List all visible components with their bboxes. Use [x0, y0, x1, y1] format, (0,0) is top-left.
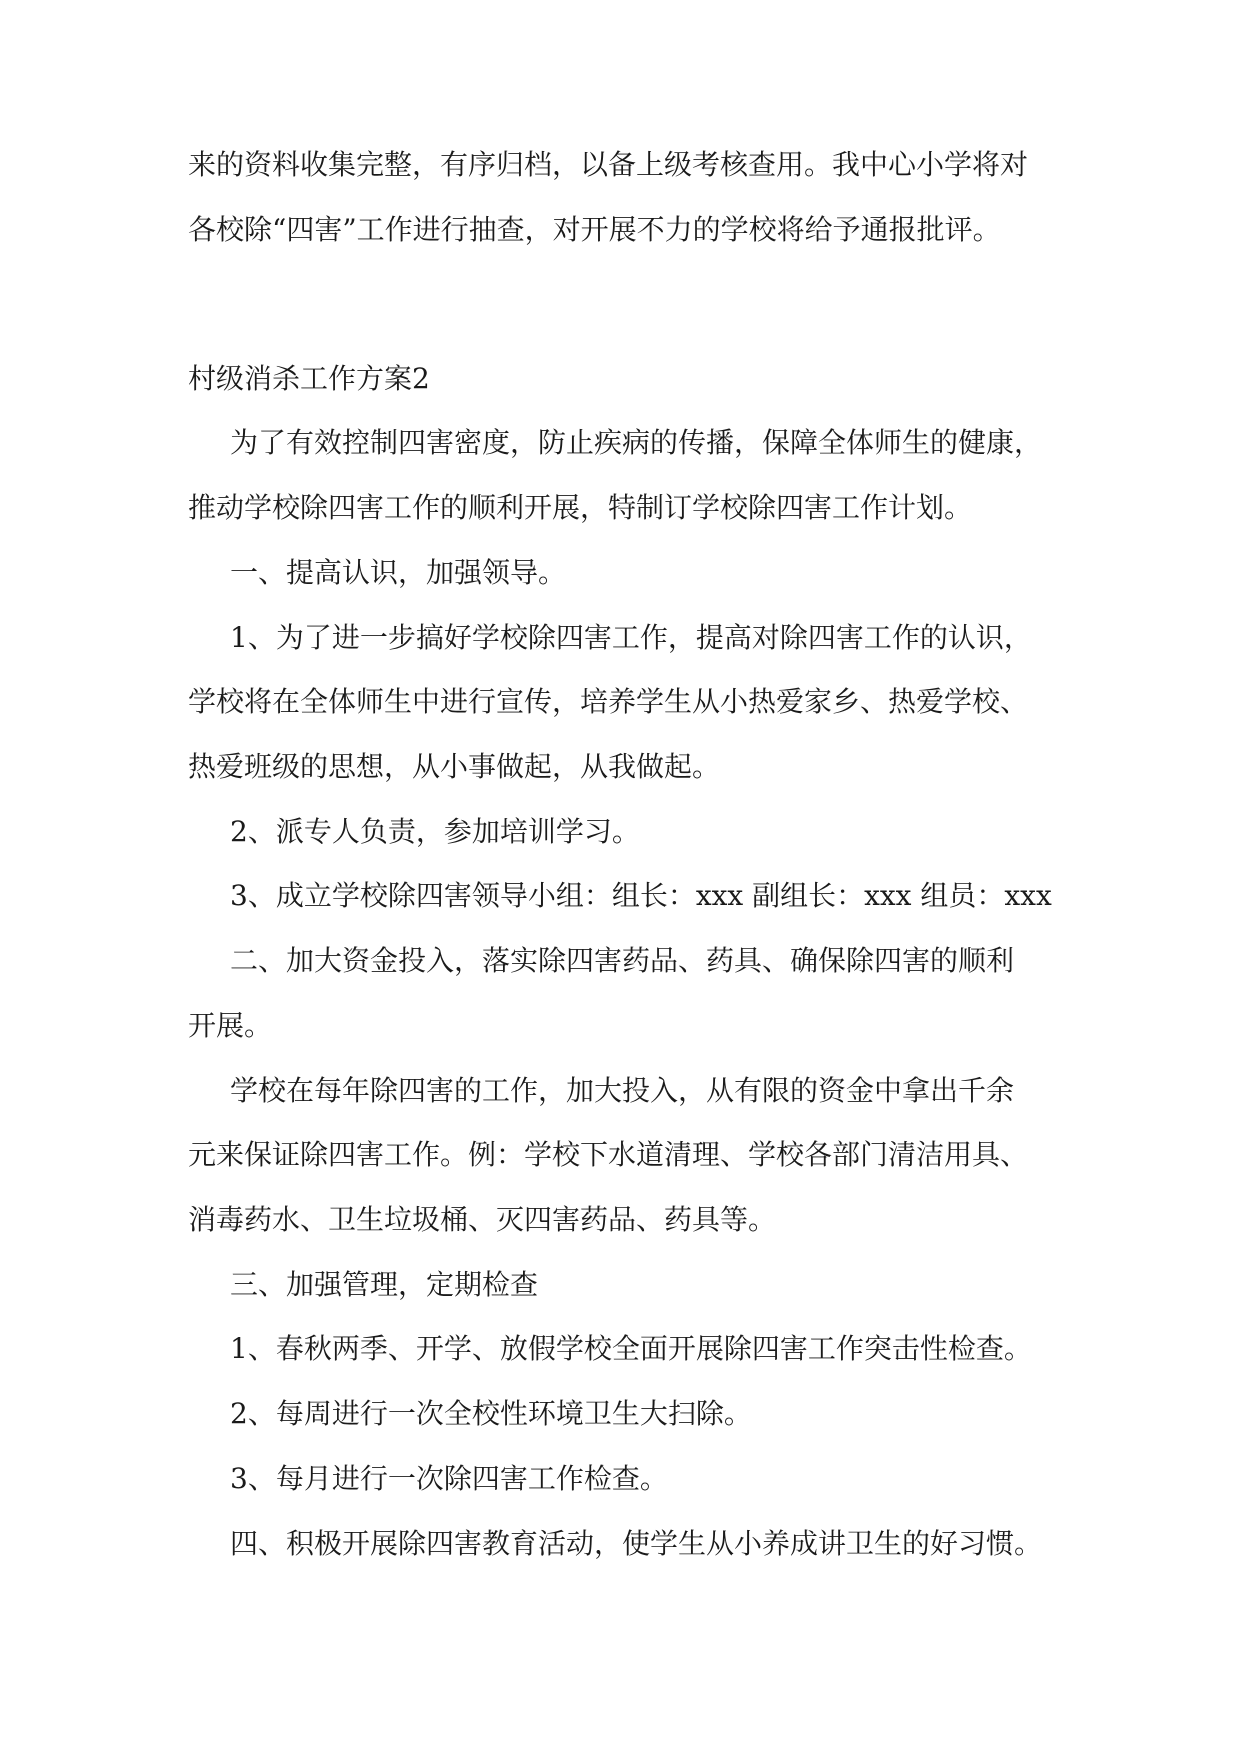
paragraph-line: 热爱班级的思想，从小事做起，从我做起。 — [188, 750, 721, 783]
section-heading: 一、提高认识，加强领导。 — [230, 556, 567, 589]
paragraph-line: 学校将在全体师生中进行宣传，培养学生从小热爱家乡、热爱学校、 — [188, 685, 1029, 718]
paragraph-line: 开展。 — [188, 1009, 273, 1042]
paragraph-line: 推动学校除四害工作的顺利开展，特制订学校除四害工作计划。 — [188, 491, 973, 524]
paragraph-line: 各校除“四害”工作进行抽查，对开展不力的学校将给予通报批评。 — [188, 213, 1001, 246]
paragraph-line: 3、每月进行一次除四害工作检查。 — [230, 1462, 668, 1495]
section-heading: 三、加强管理，定期检查 — [230, 1268, 539, 1301]
section-heading: 二、加大资金投入，落实除四害药品、药具、确保除四害的顺利 — [230, 944, 1015, 977]
paragraph-line: 元来保证除四害工作。例：学校下水道清理、学校各部门清洁用具、 — [188, 1138, 1029, 1171]
section-heading: 四、积极开展除四害教育活动，使学生从小养成讲卫生的好习惯。 — [230, 1527, 1043, 1560]
paragraph-line: 3、成立学校除四害领导小组：组长：xxx 副组长：xxx 组员：xxx — [230, 879, 1052, 912]
section-title: 村级消杀工作方案2 — [188, 362, 430, 395]
paragraph-line: 为了有效控制四害密度，防止疾病的传播，保障全体师生的健康， — [230, 426, 1043, 459]
paragraph-line: 消毒药水、卫生垃圾桶、灭四害药品、药具等。 — [188, 1203, 777, 1236]
paragraph-line: 学校在每年除四害的工作，加大投入，从有限的资金中拿出千余 — [230, 1074, 1015, 1107]
paragraph-line: 1、春秋两季、开学、放假学校全面开展除四害工作突击性检查。 — [230, 1332, 1032, 1365]
paragraph-line: 2、每周进行一次全校性环境卫生大扫除。 — [230, 1397, 752, 1430]
paragraph-line: 2、派专人负责，参加培训学习。 — [230, 815, 640, 848]
paragraph-line: 来的资料收集完整，有序归档，以备上级考核查用。我中心小学将对 — [188, 148, 1029, 181]
paragraph-line: 1、为了进一步搞好学校除四害工作，提高对除四害工作的认识， — [230, 621, 1032, 654]
